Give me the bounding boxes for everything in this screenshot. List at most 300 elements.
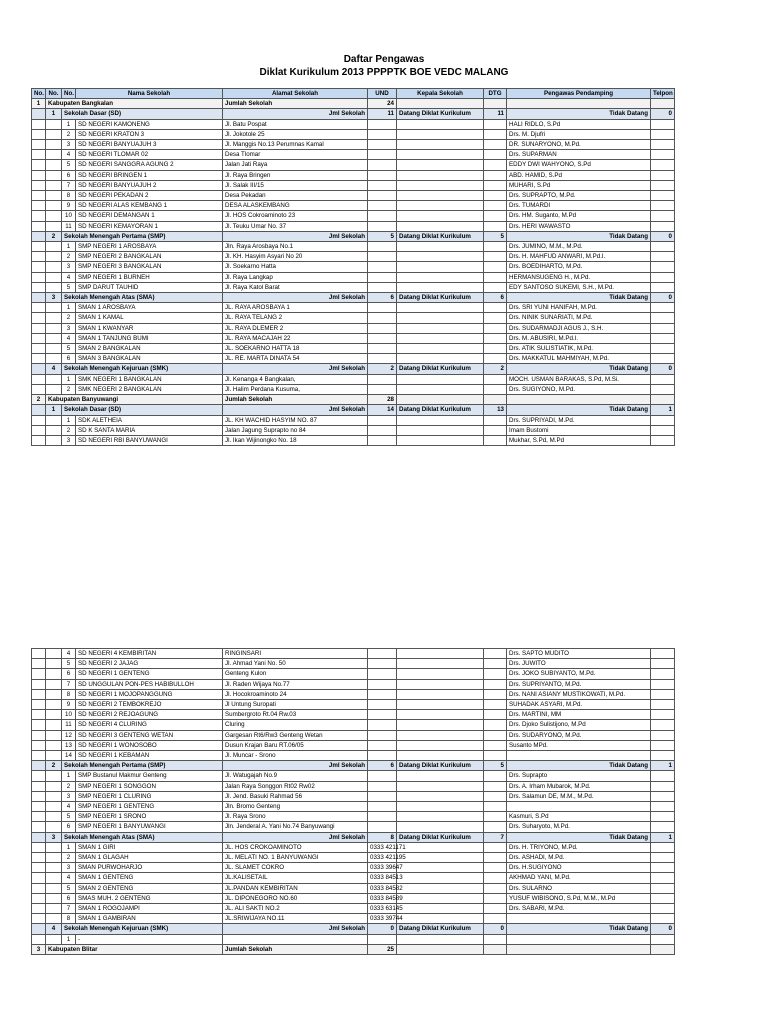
header-nama-sekolah: Nama Sekolah <box>76 89 223 99</box>
school-no: 4 <box>62 333 76 343</box>
school-row <box>32 180 675 190</box>
school-name: SD NEGERI 1 KEBAMAN <box>76 751 223 761</box>
school-address: Jln. Raya Arosbaya No.1 <box>223 242 368 252</box>
school-address <box>223 934 368 944</box>
school-address: Desa Tlomar <box>223 150 368 160</box>
dtg-cell <box>484 740 507 750</box>
empty-cell <box>32 822 46 832</box>
school-phone <box>368 720 397 730</box>
kabupaten-name: Kabupaten Bangkalan <box>46 99 223 109</box>
school-address: Jl. Kenanga 4 Bangkalan, <box>223 374 368 384</box>
pengawas-pendamping: Drs. HERI WAWASTO <box>507 221 651 231</box>
kepala-sekolah-cell <box>397 904 484 914</box>
school-no: 4 <box>62 873 76 883</box>
datang-label: Datang Diklat Kurikulum <box>397 761 484 771</box>
dtg-cell <box>484 344 507 354</box>
empty-cell <box>46 221 62 231</box>
empty-cell <box>46 129 62 139</box>
empty-cell <box>46 751 62 761</box>
school-address: Jl. Hocokroaminoto 24 <box>223 689 368 699</box>
pengawas-pendamping: Drs. SUPARMAN <box>507 150 651 160</box>
school-address: JL. ALI SAKTI NO.2 <box>223 904 368 914</box>
jml-sekolah-label: Jml Sekolah <box>223 364 368 374</box>
school-phone: 0333 84513 <box>368 873 397 883</box>
jml-sekolah-value: 5 <box>368 231 397 241</box>
school-address: Jl. Raya Bringen <box>223 170 368 180</box>
school-address: JL. RE. MARTA DINATA 54 <box>223 354 368 364</box>
school-no: 6 <box>62 354 76 364</box>
school-address: Jl Untung Suropati <box>223 700 368 710</box>
empty-cell <box>46 242 62 252</box>
table-header-row <box>32 89 675 99</box>
empty-cell <box>484 99 507 109</box>
school-phone <box>368 221 397 231</box>
telpon-cell <box>651 781 675 791</box>
kepala-sekolah-cell <box>397 242 484 252</box>
kepala-sekolah-cell <box>397 191 484 201</box>
empty-cell <box>32 791 46 801</box>
school-name: SD NEGERI 1 MOJOPANGGUNG <box>76 689 223 699</box>
school-row <box>32 771 675 781</box>
school-address: Jl. HOS Cokroaminoto 23 <box>223 211 368 221</box>
datang-label: Datang Diklat Kurikulum <box>397 231 484 241</box>
section-no: 3 <box>46 293 62 303</box>
pengawas-pendamping: Drs. Suprapto <box>507 771 651 781</box>
empty-cell <box>32 405 46 415</box>
school-phone: 0333 39744 <box>368 914 397 924</box>
telpon-cell <box>651 425 675 435</box>
school-address: Jl. Soekarno Hatta <box>223 262 368 272</box>
jml-sekolah-value: 6 <box>368 293 397 303</box>
school-address: JL.KALISETAIL <box>223 873 368 883</box>
empty-cell <box>46 669 62 679</box>
school-row <box>32 221 675 231</box>
school-no: 11 <box>62 221 76 231</box>
telpon-cell <box>651 710 675 720</box>
pengawas-pendamping: HALI RIDLO, S.Pd <box>507 119 651 129</box>
jml-sekolah-value: 11 <box>368 109 397 119</box>
school-name: SMP Bustanul Makmur Genteng <box>76 771 223 781</box>
school-phone: 0333 421195 <box>368 853 397 863</box>
school-name: SD NEGERI KRATON 3 <box>76 129 223 139</box>
kepala-sekolah-cell <box>397 211 484 221</box>
empty-cell <box>32 761 46 771</box>
school-no: 6 <box>62 669 76 679</box>
empty-cell <box>32 303 46 313</box>
empty-cell <box>32 893 46 903</box>
school-row <box>32 842 675 852</box>
jml-sekolah-label: Jml Sekolah <box>223 293 368 303</box>
telpon-cell <box>651 720 675 730</box>
telpon-cell <box>651 323 675 333</box>
school-row <box>32 160 675 170</box>
empty-cell <box>46 140 62 150</box>
pengawas-pendamping: Drs. BOEDIHARTO, M.Pd. <box>507 262 651 272</box>
school-address: Jln. Bromo Genteng <box>223 802 368 812</box>
empty-cell <box>32 201 46 211</box>
dtg-cell <box>484 303 507 313</box>
dtg-cell <box>484 689 507 699</box>
empty-cell <box>32 669 46 679</box>
kepala-sekolah-cell <box>397 700 484 710</box>
school-address: Jl. Salak III/15 <box>223 180 368 190</box>
school-row <box>32 720 675 730</box>
jumlah-sekolah-label: Jumlah Sekolah <box>223 395 368 405</box>
school-name: SMAN PURWOHARJO <box>76 863 223 873</box>
school-row <box>32 354 675 364</box>
pengawas-pendamping: Drs. TUMARDI <box>507 201 651 211</box>
school-row <box>32 802 675 812</box>
kepala-sekolah-cell <box>397 649 484 659</box>
jml-sekolah-label: Jml Sekolah <box>223 109 368 119</box>
telpon-cell <box>651 180 675 190</box>
empty-cell <box>46 303 62 313</box>
kepala-sekolah-cell <box>397 802 484 812</box>
pengawas-pendamping: Drs. NINIK SUNARIATI, M.Pd. <box>507 313 651 323</box>
school-phone <box>368 659 397 669</box>
school-phone <box>368 191 397 201</box>
pengawas-pendamping <box>507 802 651 812</box>
datang-label: Datang Diklat Kurikulum <box>397 832 484 842</box>
empty-cell <box>32 720 46 730</box>
school-name: SMP NEGERI 1 AROSBAYA <box>76 242 223 252</box>
dtg-cell <box>484 904 507 914</box>
school-phone <box>368 150 397 160</box>
school-no: 2 <box>62 425 76 435</box>
empty-cell <box>32 751 46 761</box>
school-name: SMK NEGERI 2 BANGKALAN <box>76 384 223 394</box>
empty-cell <box>32 323 46 333</box>
kepala-sekolah-cell <box>397 303 484 313</box>
school-name: SMP NEGERI 2 BANGKALAN <box>76 252 223 262</box>
school-address: Dusun Krajan Baru RT.06/05 <box>223 740 368 750</box>
pengawas-pendamping: EDY SANTOSO SUKEMI, S.H., M.Pd. <box>507 282 651 292</box>
dtg-cell <box>484 211 507 221</box>
dtg-cell <box>484 272 507 282</box>
empty-cell <box>46 700 62 710</box>
jml-sekolah-value: 0 <box>368 924 397 934</box>
pengawas-pendamping: Susanto MPd. <box>507 740 651 750</box>
telpon-cell <box>651 303 675 313</box>
telpon-cell <box>651 669 675 679</box>
pengawas-pendamping: Drs. H. MAHFUD ANWARI, M.Pd.I. <box>507 252 651 262</box>
telpon-cell <box>651 802 675 812</box>
section-name: Sekolah Dasar (SD) <box>62 109 223 119</box>
jml-sekolah-label: Jml Sekolah <box>223 761 368 771</box>
pengawas-pendamping: Drs. JUWITO <box>507 659 651 669</box>
pengawas-pendamping: Drs. NANI ASIANY MUSTIKOWATI, M.Pd. <box>507 689 651 699</box>
empty-cell <box>46 262 62 272</box>
school-phone <box>368 282 397 292</box>
dtg-cell <box>484 873 507 883</box>
section-no: 4 <box>46 364 62 374</box>
telpon-cell <box>651 689 675 699</box>
school-phone <box>368 119 397 129</box>
school-name: SMAN 1 KAMAL <box>76 313 223 323</box>
school-name: SD NEGERI PEKADAN 2 <box>76 191 223 201</box>
school-name: SD NEGERI DEMANGAN 1 <box>76 211 223 221</box>
empty-cell <box>46 883 62 893</box>
pengawas-pendamping <box>507 914 651 924</box>
empty-cell <box>46 384 62 394</box>
kepala-sekolah-cell <box>397 282 484 292</box>
kepala-sekolah-cell <box>397 771 484 781</box>
school-no: 1 <box>62 242 76 252</box>
school-row <box>32 689 675 699</box>
kepala-sekolah-cell <box>397 710 484 720</box>
kepala-sekolah-cell <box>397 140 484 150</box>
school-row <box>32 740 675 750</box>
kepala-sekolah-cell <box>397 730 484 740</box>
pengawas-pendamping: ABD. HAMID, S.Pd <box>507 170 651 180</box>
dtg-cell <box>484 354 507 364</box>
empty-cell <box>46 802 62 812</box>
empty-cell <box>32 659 46 669</box>
section-name: Sekolah Menengah Pertama (SMP) <box>62 761 223 771</box>
school-address: Jalan Raya Songgon Rt02 Rw02 <box>223 781 368 791</box>
school-no: 5 <box>62 282 76 292</box>
empty-cell <box>397 395 484 405</box>
school-phone <box>368 649 397 659</box>
page-title: Daftar Pengawas <box>343 54 425 65</box>
empty-cell <box>32 282 46 292</box>
dtg-cell <box>484 669 507 679</box>
school-name: SMAN 1 GENTENG <box>76 873 223 883</box>
empty-cell <box>32 883 46 893</box>
empty-cell <box>32 842 46 852</box>
school-phone <box>368 689 397 699</box>
section-row <box>32 231 675 241</box>
kabupaten-name: Kabupaten Blitar <box>46 944 223 954</box>
dtg-cell <box>484 435 507 445</box>
datang-label: Datang Diklat Kurikulum <box>397 405 484 415</box>
school-no: 7 <box>62 180 76 190</box>
empty-cell <box>46 354 62 364</box>
dtg-cell <box>484 140 507 150</box>
pengawas-pendamping: SUHADAK ASYARI, M.Pd. <box>507 700 651 710</box>
school-address: JL.PANDAN KEMBIRITAN <box>223 883 368 893</box>
empty-cell <box>507 944 651 954</box>
school-address: Jalan Jati Raya <box>223 160 368 170</box>
school-phone <box>368 812 397 822</box>
empty-cell <box>46 180 62 190</box>
school-phone <box>368 313 397 323</box>
school-name: SD NEGERI 2 TEMBOKREJO <box>76 700 223 710</box>
empty-cell <box>46 313 62 323</box>
telpon-cell <box>651 140 675 150</box>
jml-sekolah-label: Jml Sekolah <box>223 832 368 842</box>
school-address: Jln. Jenderal A. Yani No.74 Banyuwangi <box>223 822 368 832</box>
school-phone <box>368 180 397 190</box>
telpon-cell <box>651 842 675 852</box>
school-phone <box>368 802 397 812</box>
school-no: 5 <box>62 812 76 822</box>
tidak-datang-label: Tidak Datang <box>507 761 651 771</box>
kepala-sekolah-cell <box>397 150 484 160</box>
school-phone <box>368 415 397 425</box>
telpon-cell <box>651 822 675 832</box>
telpon-cell <box>651 659 675 669</box>
telpon-cell <box>651 751 675 761</box>
dtg-cell <box>484 853 507 863</box>
section-row <box>32 364 675 374</box>
kabupaten-name: Kabupaten Banyuwangi <box>46 395 223 405</box>
tidak-datang-label: Tidak Datang <box>507 364 651 374</box>
empty-cell <box>46 822 62 832</box>
school-name: SMP NEGERI 1 SONGGON <box>76 781 223 791</box>
datang-value: 5 <box>484 761 507 771</box>
pengawas-pendamping: Drs. SRI YUNI HANIFAH, M.Pd. <box>507 303 651 313</box>
school-no: 2 <box>62 252 76 262</box>
dtg-cell <box>484 730 507 740</box>
empty-cell <box>46 689 62 699</box>
school-phone <box>368 129 397 139</box>
empty-cell <box>397 99 484 109</box>
school-no: 3 <box>62 140 76 150</box>
school-name: SMAN 2 BANGKALAN <box>76 344 223 354</box>
dtg-cell <box>484 893 507 903</box>
header-und: UND <box>368 89 397 99</box>
school-no: 9 <box>62 201 76 211</box>
empty-cell <box>46 201 62 211</box>
school-phone <box>368 333 397 343</box>
school-no: 3 <box>62 791 76 801</box>
pengawas-pendamping: EDDY DWI WAHYONO, S.Pd <box>507 160 651 170</box>
school-phone <box>368 242 397 252</box>
school-name: SD NEGERI 4 CLURING <box>76 720 223 730</box>
kepala-sekolah-cell <box>397 679 484 689</box>
section-row <box>32 761 675 771</box>
kabupaten-row <box>32 395 675 405</box>
dtg-cell <box>484 883 507 893</box>
pengawas-pendamping: Drs. SUDARMADJI AGUS J., S.H. <box>507 323 651 333</box>
tidak-datang-value: 0 <box>651 109 675 119</box>
school-address: JL. SLAMET COKRO <box>223 863 368 873</box>
empty-cell <box>32 293 46 303</box>
kepala-sekolah-cell <box>397 873 484 883</box>
empty-cell <box>32 354 46 364</box>
empty-cell <box>46 781 62 791</box>
pengawas-pendamping: Drs. SAPTO MUDITO <box>507 649 651 659</box>
school-no: 1 <box>62 303 76 313</box>
school-no: 11 <box>62 720 76 730</box>
telpon-cell <box>651 791 675 801</box>
dtg-cell <box>484 822 507 832</box>
empty-cell <box>32 221 46 231</box>
header-kepala-sekolah: Kepala Sekolah <box>397 89 484 99</box>
empty-cell <box>46 150 62 160</box>
school-no: 6 <box>62 893 76 903</box>
school-no: 2 <box>62 384 76 394</box>
empty-cell <box>46 211 62 221</box>
school-row <box>32 201 675 211</box>
school-address: JL. HOS CROKOAMINOTO <box>223 842 368 852</box>
section-no: 1 <box>46 109 62 119</box>
school-row <box>32 129 675 139</box>
pengawas-pendamping: Drs. M. ABUSIRI, M.Pd.I. <box>507 333 651 343</box>
school-row <box>32 119 675 129</box>
dtg-cell <box>484 415 507 425</box>
telpon-cell <box>651 374 675 384</box>
telpon-cell <box>651 201 675 211</box>
kepala-sekolah-cell <box>397 822 484 832</box>
empty-cell <box>32 649 46 659</box>
datang-value: 5 <box>484 231 507 241</box>
jml-sekolah-label: Jml Sekolah <box>223 231 368 241</box>
school-name: SD NEGERI 2 JAJAG <box>76 659 223 669</box>
tidak-datang-value: 1 <box>651 761 675 771</box>
school-phone <box>368 934 397 944</box>
school-name: SD NEGERI 1 WONOSOBO <box>76 740 223 750</box>
school-no: 9 <box>62 700 76 710</box>
school-name: SMP NEGERI 1 CLURING <box>76 791 223 801</box>
school-address: Jl. Raya Katol Barat <box>223 282 368 292</box>
school-no: 4 <box>62 802 76 812</box>
empty-cell <box>32 109 46 119</box>
telpon-cell <box>651 384 675 394</box>
telpon-cell <box>651 272 675 282</box>
school-phone <box>368 252 397 262</box>
school-phone <box>368 344 397 354</box>
school-no: 12 <box>62 730 76 740</box>
kepala-sekolah-cell <box>397 252 484 262</box>
empty-cell <box>32 710 46 720</box>
telpon-cell <box>651 354 675 364</box>
telpon-cell <box>651 812 675 822</box>
header-pengawas-pendamping: Pengawas Pendamping <box>507 89 651 99</box>
school-address: Jl. Raya Langkap <box>223 272 368 282</box>
school-row <box>32 822 675 832</box>
dtg-cell <box>484 771 507 781</box>
pengawas-pendamping: Drs. ASHADI, M.Pd. <box>507 853 651 863</box>
telpon-cell <box>651 893 675 903</box>
school-row <box>32 262 675 272</box>
tidak-datang-label: Tidak Datang <box>507 924 651 934</box>
dtg-cell <box>484 119 507 129</box>
empty-cell <box>46 272 62 282</box>
datang-value: 11 <box>484 109 507 119</box>
dtg-cell <box>484 934 507 944</box>
section-no: 2 <box>46 761 62 771</box>
school-address: RINGINSARI <box>223 649 368 659</box>
school-row <box>32 242 675 252</box>
kabupaten-row <box>32 944 675 954</box>
tidak-datang-value: 0 <box>651 293 675 303</box>
empty-cell <box>32 904 46 914</box>
school-name: SMAN 1 ROGOJAMPI <box>76 904 223 914</box>
pengawas-pendamping: MOCH. USMAN BARAKAS, S.Pd, M.Si. <box>507 374 651 384</box>
telpon-cell <box>651 883 675 893</box>
jml-sekolah-value: 6 <box>368 761 397 771</box>
school-row <box>32 344 675 354</box>
school-no: 2 <box>62 853 76 863</box>
telpon-cell <box>651 904 675 914</box>
empty-cell <box>397 944 484 954</box>
school-address: JL. MELATI NO. 1 BANYUWANGI <box>223 853 368 863</box>
school-address: JL.SRIWIJAYA NO.11 <box>223 914 368 924</box>
pengawas-pendamping: Drs. H.SUGIYONO <box>507 863 651 873</box>
school-address: Jl. Watugajah No.9 <box>223 771 368 781</box>
school-no: 5 <box>62 883 76 893</box>
telpon-cell <box>651 415 675 425</box>
empty-cell <box>32 272 46 282</box>
empty-cell <box>46 659 62 669</box>
school-address: JL. RAYA DLEMER 2 <box>223 323 368 333</box>
telpon-cell <box>651 934 675 944</box>
kepala-sekolah-cell <box>397 435 484 445</box>
telpon-cell <box>651 221 675 231</box>
school-address: Jl. Raden Wijaya No.77 <box>223 679 368 689</box>
